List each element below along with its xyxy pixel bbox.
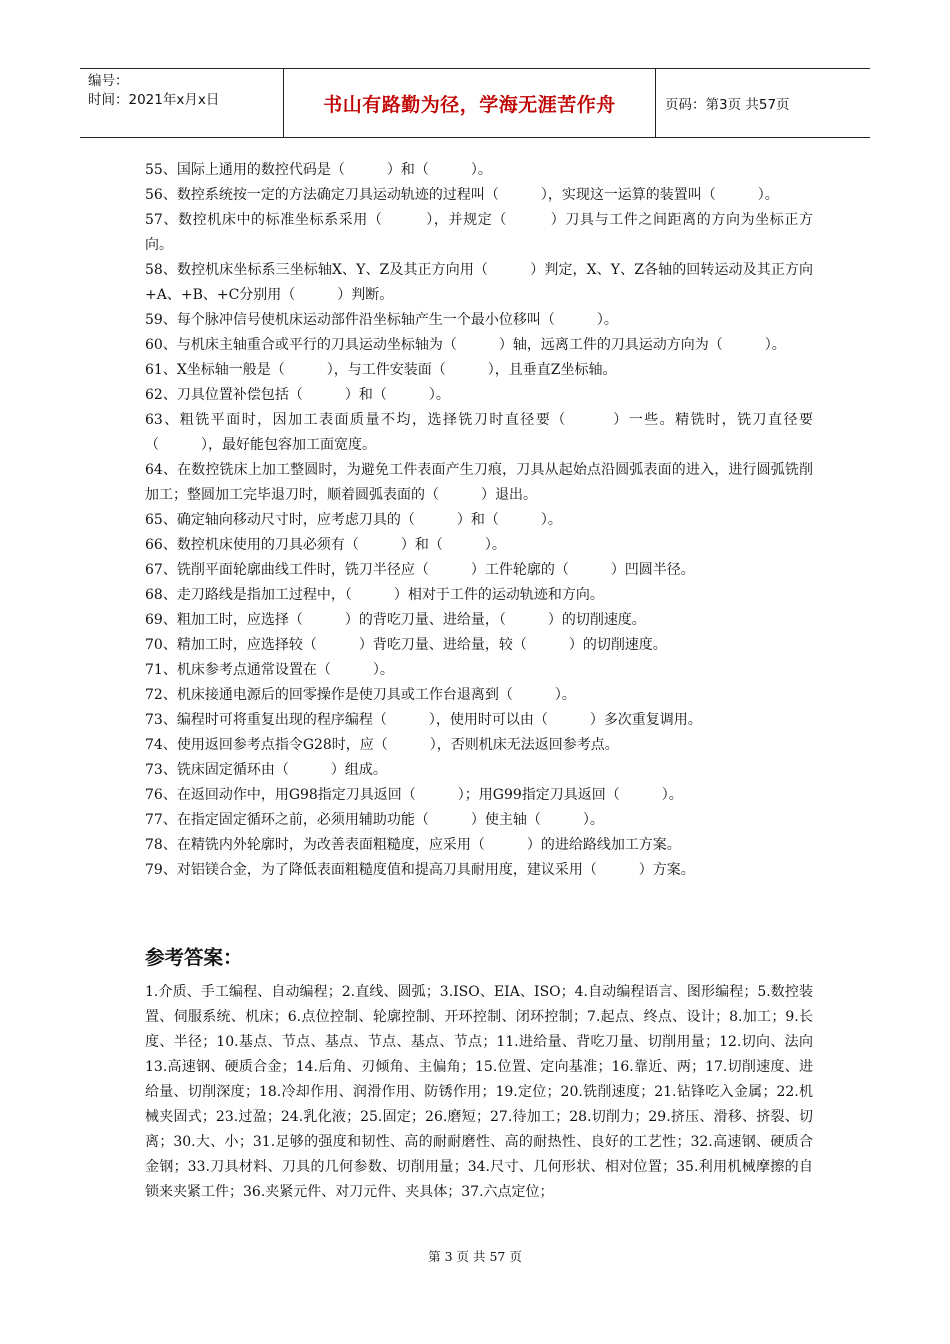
answers-heading: 参考答案： [145,946,243,969]
answers-text: 1.介质、手工编程、自动编程；2.直线、圆弧；3.ISO、EIA、ISO；4.自动编程语言、图形编程；5.数控装置、伺服系统、机床；6.点位控制、轮廓控制、开环控制、闭环控制；7.起点、终点、设计；8.加工；9.长度、半径；10.基点、节点、基点、节点、基点、节点；11.进给量、背吃刀量、切削用量；12.切向、法向 13.高速钢、硬质合金；14.后角、刃倾角、主偏角；15.位置、定向基准；16.靠近、两；17.切削速度、进给量、切削深度；18.冷却作用、润滑作用、防锈作用；19.定位；20.铣削速度；21.钻锋吃入金属；22.机械夹固式；23.过盈；24.乳化液；25.固定；26.磨短；27.待加工；28.切削力；29.挤压、滑移、挤裂、切离；30.大、小；31.足够的强度和韧性、高的耐耐磨性、高的耐热性、良好的工艺性；32.高速钢、硬质合金钢；33.刀具材料、刀具的几何参数、切削用量；34.尺寸、几何形状、相对位置；35.利用机械摩擦的自锁来夹紧工件；36.夹紧元件、对刀元件、夹具体；37.六点定位； [145,984,813,1200]
question-item: 64、在数控铣床上加工整圆时，为避免工件表面产生刀痕，刀具从起始点沿圆弧表面的进入，进行圆弧铣削加工；整圆加工完毕退刀时，顺着圆弧表面的（ ）退出。 [145,462,813,503]
document-date: 时间：2021年x月x日 [88,92,220,108]
question-item: 67、铣削平面轮廓曲线工件时，铣刀半径应（ ）工件轮廓的（ ）凹圆半径。 [145,562,695,578]
question-item: 68、走刀路线是指加工过程中，（ ）相对于工件的运动轨迹和方向。 [145,587,604,603]
question-list [145,158,813,883]
question-item: 66、数控机床使用的刀具必须有（ ）和（ ）。 [145,537,506,553]
question-item: 56、数控系统按一定的方法确定刀具运动轨迹的过程叫（ ），实现这一运算的装置叫（ ）。 [145,187,779,203]
question-item: 70、精加工时，应选择较（ ）背吃刀量、进给量，较（ ）的切削速度。 [145,637,667,653]
question-item: 79、对铝镁合金，为了降低表面粗糙度值和提高刀具耐用度，建议采用（ ）方案。 [145,862,695,878]
question-item: 74、使用返回参考点指令G28时，应（ ），否则机床无法返回参考点。 [145,737,619,753]
question-item: 72、机床接通电源后的回零操作是使刀具或工作台退离到（ ）。 [145,687,576,703]
question-item: 61、X坐标轴一般是（ ），与工件安装面（ ），且垂直Z坐标轴。 [145,362,617,378]
question-item: 62、刀具位置补偿包括（ ）和（ ）。 [145,387,450,403]
question-item: 71、机床参考点通常设置在（ ）。 [145,662,394,678]
question-item: 65、确定轴向移动尺寸时，应考虑刀具的（ ）和（ ）。 [145,512,562,528]
question-item: 58、数控机床坐标系三坐标轴X、Y、Z及其正方向用（ ）判定，X、Y、Z各轴的回转运动及其正方向+A、+B、+C分别用（ ）判断。 [145,262,813,303]
question-item: 63、粗铣平面时，因加工表面质量不均，选择铣刀时直径要（ ）一些。精铣时，铣刀直径要（ ），最好能包容加工面宽度。 [145,412,813,453]
question-item: 78、在精铣内外轮廓时，为改善表面粗糙度，应采用（ ）的进给路线加工方案。 [145,837,681,853]
question-item: 69、粗加工时，应选择（ ）的背吃刀量、进给量，（ ）的切削速度。 [145,612,646,628]
header-motto: 书山有路勤为径，学海无涯苦作舟 [284,69,656,137]
question-item: 57、数控机床中的标准坐标系采用（ ），并规定（ ）刀具与工件之间距离的方向为坐标正方向。 [145,212,813,253]
question-item: 73、编程时可将重复出现的程序编程（ ），使用时可以由（ ）多次重复调用。 [145,712,702,728]
page-header [80,68,870,138]
header-page-info: 页码：第3页 共57页 [665,97,790,113]
question-item: 59、每个脉冲信号使机床运动部件沿坐标轴产生一个最小位移叫（ ）。 [145,312,618,328]
header-meta [80,69,284,137]
page-footer: 第 3 页 共 57 页 [428,1249,522,1264]
document-number-label: 编号： [88,73,129,89]
question-item: 77、在指定固定循环之前，必须用辅助功能（ ）使主轴（ ）。 [145,812,604,828]
question-item: 60、与机床主轴重合或平行的刀具运动坐标轴为（ ）轴，远离工件的刀具运动方向为（ ）。 [145,337,786,353]
question-item: 55、国际上通用的数控代码是（ ）和（ ）。 [145,162,492,178]
question-item: 76、在返回动作中，用G98指定刀具返回（ ）；用G99指定刀具返回（ ）。 [145,787,683,803]
question-item: 73、铣床固定循环由（ ）组成。 [145,762,387,778]
